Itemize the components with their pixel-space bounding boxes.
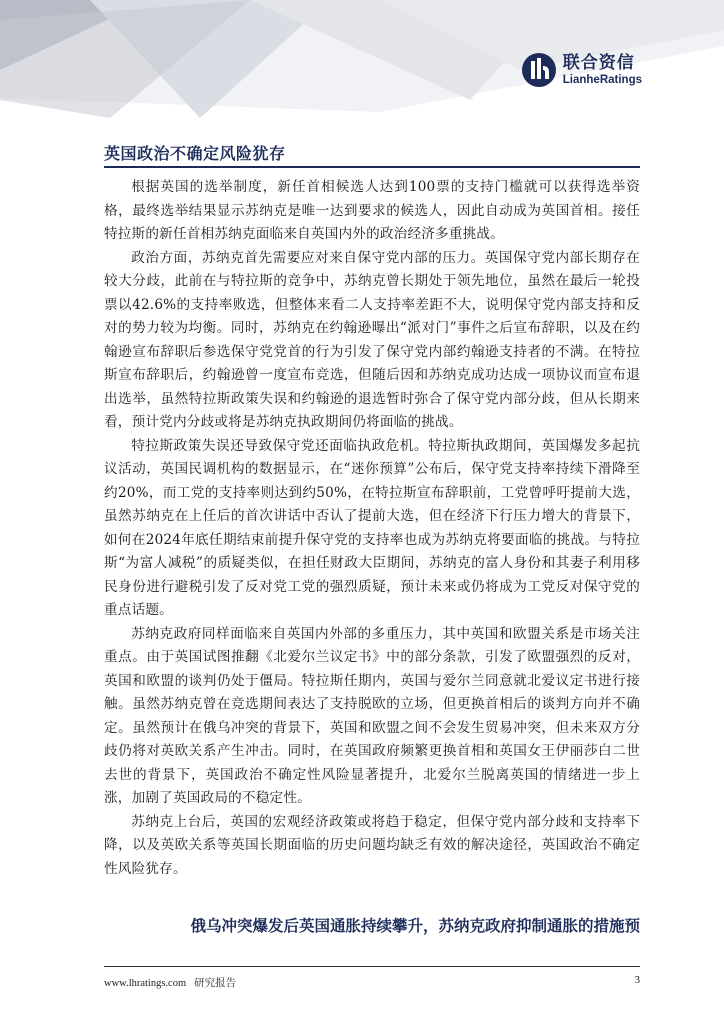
paragraph: 苏纳克政府同样面临来自英国内外部的多重压力，其中英国和欧盟关系是市场关注重点。由于英国试图推翻《北爱尔兰议定书》中的部分条款，引发了欧盟强烈的反对，英国和欧盟的谈判仍处于僵局。特拉斯任期内，英国与爱尔兰同意就北爱议定书进行接触。虽然苏纳克曾在竞选期间表达了支持脱欧的立场，但更换首相后的谈判方向并不确定。虽然预计在俄乌冲突的背景下，英国和欧盟之间不会发生贸易冲突，但未来双方分歧仍将对英欧关系产生冲击。同时，在英国政府频繁更换首相和英国女王伊丽莎白二世去世的背景下，英国政治不确定性风险显著提升，北爱尔兰脱离英国的情绪进一步上涨，加剧了英国政局的不稳定性。 xyxy=(104,625,640,806)
brand-name-cn: 联合资信 xyxy=(562,53,635,73)
paragraph: 苏纳克上台后，英国的宏观经济政策或将趋于稳定，但保守党内部分歧和支持率下降，以及英欧关系等英国长期面临的历史问题均缺乏有效的解决途径，英国政治不确定性风险犹存。 xyxy=(104,813,640,877)
article-body xyxy=(104,176,640,881)
footer-website[interactable]: www.lhratings.com xyxy=(104,978,187,989)
next-section-heading: 俄乌冲突爆发后英国通胀持续攀升，苏纳克政府抑制通胀的措施预 xyxy=(190,917,640,935)
brand-name-en: LianheRatings xyxy=(562,74,642,86)
footer-doc-type: 研究报告 xyxy=(194,978,237,989)
lianhe-logo-icon xyxy=(521,52,557,88)
footer-divider xyxy=(104,966,640,967)
paragraph: 特拉斯政策失误还导致保守党还面临执政危机。特拉斯执政期间，英国爆发多起抗议活动，英国民调机构的数据显示，在“迷你预算”公布后，保守党支持率持续下滑降至约20%，而工党的支持率则达到约50%，在特拉斯宣布辞职前，工党曾呼吁提前大选，虽然苏纳克在上任后的首次讲话中否认了提前大选，但在经济下行压力增大的背景下，如何在2024年底任期结束前提升保守党的支持率也成为苏纳克将要面临的挑战。与特拉斯“为富人减税”的质疑类似，在担任财政大臣期间，苏纳克的富人身份和其妻子利用移民身份进行避税引发了反对党工党的强烈质疑，预计未来或仍将成为工党反对保守党的重点话题。 xyxy=(104,437,640,618)
section-title: 英国政治不确定风险犹存 xyxy=(104,144,286,163)
paragraph: 政治方面，苏纳克首先需要应对来自保守党内部的压力。英国保守党内部长期存在较大分歧，此前在与特拉斯的竞争中，苏纳克曾长期处于领先地位，虽然在最后一轮投票以42.6%的支持率败选，但整体来看二人支持率差距不大，说明保守党内部支持和反对的势力较为均衡。同时，苏纳克在约翰逊曝出“派对门”事件之后宣布辞职，以及在约翰逊宣布辞职后参选保守党党首的行为引发了保守党内部约翰逊支持者的不满。在特拉斯宣布辞职后，约翰逊曾一度宣布竞选，但随后因和苏纳克成功达成一项协议而宣布退出选举，虽然特拉斯政策失误和约翰逊的退选暂时弥合了保守党内部分歧，但从长期来看，预计党内分歧或将是苏纳克执政期间仍将面临的挑战。 xyxy=(104,249,640,430)
page-number: 3 xyxy=(634,975,640,986)
title-divider xyxy=(104,166,640,168)
paragraph: 根据英国的选举制度，新任首相候选人达到100票的支持门槛就可以获得选举资格，最终选举结果显示苏纳克是唯一达到要求的候选人，因此自动成为英国首相。接任特拉斯的新任首相苏纳克面临来自英国内外的政治经济多重挑战。 xyxy=(104,179,640,242)
brand-logo xyxy=(521,52,642,88)
footer-info xyxy=(104,975,236,990)
